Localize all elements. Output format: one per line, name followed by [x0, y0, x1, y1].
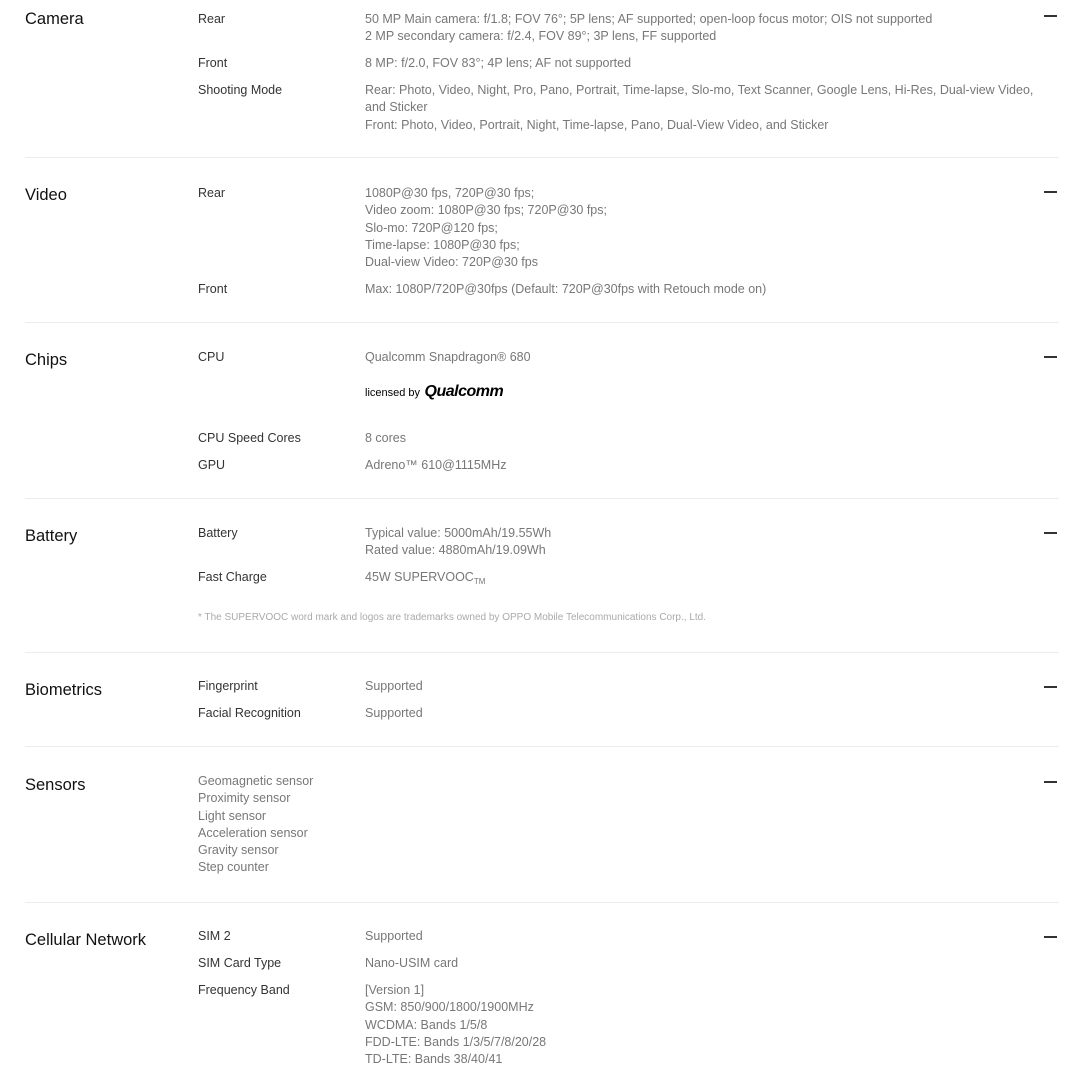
section-camera: [25, 0, 1059, 158]
section-video: [25, 176, 1059, 323]
charge-value: 45W SUPERVOOC: [365, 570, 474, 584]
section-sensors: [25, 766, 1059, 903]
spec-value-line: 50 MP Main camera: f/1.8; FOV 76°; 5P lens; AF supported; open-loop focus motor; OIS not supported: [365, 12, 933, 26]
collapse-minus-icon[interactable]: [1044, 15, 1057, 17]
spec-value: [365, 525, 999, 560]
spec-value: Nano-USIM card: [365, 956, 459, 970]
spec-label: Frequency Band: [198, 983, 290, 997]
spec-label: SIM Card Type: [198, 956, 282, 970]
spec-label: Facial Recognition: [198, 706, 301, 720]
section-title-chips: Chips: [25, 351, 68, 369]
spec-label: Fingerprint: [198, 679, 258, 693]
collapse-minus-icon[interactable]: [1044, 191, 1057, 193]
section-title-biometrics: Biometrics: [25, 681, 103, 699]
qualcomm-licensed-logo: [365, 383, 503, 401]
spec-value-line: 1080P@30 fps, 720P@30 fps;: [365, 186, 535, 200]
spec-value-line: Video zoom: 1080P@30 fps; 720P@30 fps;: [365, 203, 607, 218]
spec-label: GPU: [198, 458, 226, 472]
logo-prefix: licensed by: [365, 387, 421, 399]
spec-value: 8 cores: [365, 431, 406, 445]
list-item: Light sensor: [198, 808, 267, 823]
spec-value: Supported: [365, 679, 423, 693]
spec-value-line: Typical value: 5000mAh/19.55Wh: [365, 526, 552, 540]
section-title-video: Video: [25, 186, 67, 204]
list-item: Acceleration sensor: [198, 825, 308, 840]
trademark-mark: TM: [473, 577, 486, 586]
spec-value-line: Time-lapse: 1080P@30 fps;: [365, 237, 520, 252]
section-biometrics: [25, 671, 1059, 747]
section-title-battery: Battery: [25, 527, 78, 545]
spec-value: [365, 82, 1034, 134]
spec-label: CPU Speed Cores: [198, 431, 301, 445]
spec-label: Fast Charge: [198, 570, 267, 584]
section-chips: [25, 341, 1059, 499]
collapse-minus-icon[interactable]: [1044, 532, 1057, 534]
spec-value-line: 2 MP secondary camera: f/2.4, FOV 89°; 3P lens, FF supported: [365, 29, 717, 44]
spec-value: [365, 11, 999, 46]
spec-value: Qualcomm Snapdragon® 680: [365, 350, 531, 364]
section-cellular-network: [25, 921, 1059, 1080]
spec-value-line: GSM: 850/900/1800/1900MHz: [365, 1000, 534, 1015]
spec-label: Front: [198, 56, 228, 70]
spec-value: [365, 185, 999, 271]
trademark-footnote: * The SUPERVOOC word mark and logos are trademarks owned by OPPO Mobile Telecommunications Corp., Ltd.: [198, 612, 707, 623]
spec-value: [365, 569, 999, 590]
spec-value-line: Dual-view Video: 720P@30 fps: [365, 255, 538, 270]
spec-value-line: TD-LTE: Bands 38/40/41: [365, 1052, 503, 1067]
spec-value-line: Rated value: 4880mAh/19.09Wh: [365, 543, 546, 558]
collapse-minus-icon[interactable]: [1044, 686, 1057, 688]
spec-value: Supported: [365, 706, 423, 720]
spec-label: SIM 2: [198, 929, 231, 943]
spec-label: Battery: [198, 526, 238, 540]
spec-label: CPU: [198, 350, 225, 364]
spec-value-line: Rear: Photo, Video, Night, Pro, Pano, Portrait, Time-lapse, Slo-mo, Text Scanner, Google Lens, Hi-Res, Dual-view Video,: [365, 83, 1034, 97]
spec-value: Max: 1080P/720P@30fps (Default: 720P@30fps with Retouch mode on): [365, 282, 767, 296]
list-item: Step counter: [198, 860, 269, 875]
spec-value: Supported: [365, 929, 423, 943]
spec-label: Rear: [198, 186, 226, 200]
spec-label: Shooting Mode: [198, 83, 283, 97]
spec-value-line: Slo-mo: 720P@120 fps;: [365, 220, 498, 235]
spec-label: Front: [198, 282, 228, 296]
spec-value: Adreno™ 610@1115MHz: [365, 458, 507, 472]
list-item: Proximity sensor: [198, 791, 291, 806]
section-title-cellular: Cellular Network: [25, 931, 147, 949]
collapse-minus-icon[interactable]: [1044, 936, 1057, 938]
spec-value-line: Front: Photo, Video, Portrait, Night, Time-lapse, Pano, Dual-View Video, and Sticker: [365, 117, 829, 132]
spec-value-line: FDD-LTE: Bands 1/3/5/7/8/20/28: [365, 1034, 547, 1049]
list-item: Gravity sensor: [198, 843, 279, 858]
collapse-minus-icon[interactable]: [1044, 781, 1057, 783]
logo-wordmark: Qualcomm: [424, 383, 504, 400]
section-battery: [25, 517, 1059, 653]
section-title-camera: Camera: [25, 10, 84, 28]
collapse-minus-icon[interactable]: [1044, 356, 1057, 358]
spec-value-line: and Sticker: [365, 100, 428, 115]
spec-value: 8 MP: f/2.0, FOV 83°; 4P lens; AF not supported: [365, 56, 632, 70]
spec-value-line: WCDMA: Bands 1/5/8: [365, 1017, 488, 1032]
spec-label: Rear: [198, 12, 226, 26]
list-item: Geomagnetic sensor: [198, 774, 314, 788]
spec-value-line: [Version 1]: [365, 983, 425, 997]
sensor-list: [198, 773, 313, 877]
section-title-sensors: Sensors: [25, 776, 86, 794]
spec-value: [365, 982, 999, 1068]
